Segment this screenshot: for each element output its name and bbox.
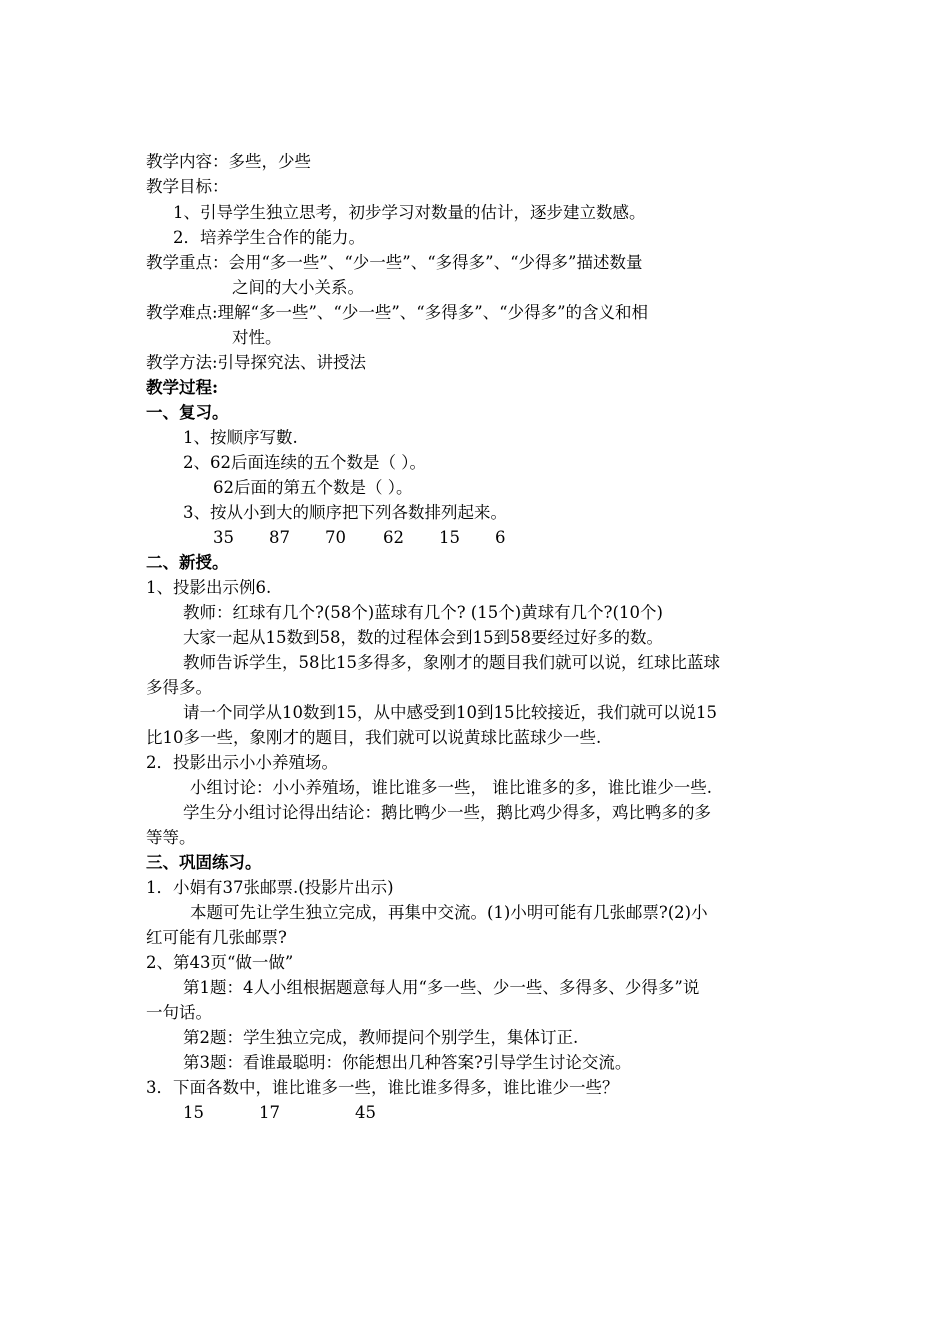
review-number: 87 <box>269 528 290 547</box>
teaching-content: 教学内容：多些，少些 <box>146 152 311 171</box>
teaching-process-heading: 教学过程: <box>146 378 219 397</box>
review-number: 35 <box>213 528 234 547</box>
practice-number: 45 <box>355 1103 376 1122</box>
exercise-2: 第2题：学生独立完成，教师提问个别学生，集体订正. <box>183 1028 579 1047</box>
review-number: 15 <box>439 528 460 547</box>
group-conclusion-cont: 等等。 <box>146 828 196 847</box>
new-lesson-item-2: 2．投影出示小小养殖场。 <box>146 753 338 772</box>
exercise-3: 第3题：看谁最聪明：你能想出几种答案?引导学生讨论交流。 <box>183 1053 632 1072</box>
practice-item-2: 2、第43页“做一做” <box>146 953 294 972</box>
objective-2: 2．培养学生合作的能力。 <box>173 228 365 247</box>
objective-1: 1、引导学生独立思考，初步学习对数量的估计，逐步建立数感。 <box>173 203 646 222</box>
exercise-1-cont: 一句话。 <box>146 1003 212 1022</box>
review-item-1: 1、按顺序写數. <box>183 428 298 447</box>
group-conclusion: 学生分小组讨论得出结论：鹅比鸭少一些，鹅比鸡少得多，鸡比鸭多的多 <box>183 803 711 822</box>
teaching-key-point: 教学重点：会用“多一些”、“少一些”、“多得多”、“少得多”描述数量 <box>146 253 643 272</box>
student-counting: 请一个同学从10数到15，从中感受到10到15比较接近，我们就可以说15 <box>183 703 717 722</box>
practice-numbers <box>183 1103 376 1123</box>
counting-activity: 大家一起从15数到58，数的过程体会到15到58要经过好多的数。 <box>183 628 663 647</box>
review-numbers <box>213 528 506 548</box>
section-new-lesson-heading: 二、新授。 <box>146 553 229 572</box>
review-number: 6 <box>495 528 506 547</box>
review-number: 70 <box>325 528 346 547</box>
practice-number: 15 <box>183 1103 204 1122</box>
practice-number: 17 <box>259 1103 280 1122</box>
teacher-question: 教师：红球有几个?(58个)蓝球有几个? (15个)黄球有几个?(10个) <box>183 603 663 622</box>
review-number: 62 <box>383 528 404 547</box>
teaching-difficulty: 教学难点:理解“多一些”、“少一些”、“多得多”、“少得多”的含义和相 <box>146 303 649 322</box>
review-item-2b: 62后面的第五个数是（ ）。 <box>213 478 413 497</box>
student-counting-cont: 比10多一些，象刚才的题目，我们就可以说黄球比蓝球少一些. <box>146 728 602 747</box>
practice-item-1: 1．小娟有37张邮票.(投影片出示) <box>146 878 394 897</box>
exercise-1: 第1题：4人小组根据题意每人用“多一些、少一些、多得多、少得多”说 <box>183 978 700 997</box>
teaching-method: 教学方法:引导探究法、讲授法 <box>146 353 367 372</box>
group-discussion: 小组讨论：小小养殖场，谁比谁多一些， 谁比谁多的多，谁比谁少一些. <box>190 778 712 797</box>
practice-item-3: 3．下面各数中，谁比谁多一些，谁比谁多得多，谁比谁少一些？ <box>146 1078 619 1097</box>
teaching-difficulty-cont: 对性。 <box>232 328 282 347</box>
new-lesson-item-1: 1、投影出示例6. <box>146 578 272 597</box>
teacher-tells-cont: 多得多。 <box>146 678 212 697</box>
teacher-tells: 教师告诉学生，58比15多得多，象刚才的题目我们就可以说，红球比蓝球 <box>183 653 720 672</box>
section-review-heading: 一、复习。 <box>146 403 229 422</box>
section-practice-heading: 三、巩固练习。 <box>146 853 262 872</box>
review-item-3: 3、按从小到大的顺序把下列各数排列起来。 <box>183 503 507 522</box>
practice-item-1-desc: 本题可先让学生独立完成，再集中交流。(1)小明可能有几张邮票?(2)小 <box>190 903 708 922</box>
teaching-key-point-cont: 之间的大小关系。 <box>232 278 364 297</box>
review-item-2: 2、62后面连续的五个数是（ ）。 <box>183 453 426 472</box>
practice-item-1-desc-cont: 红可能有几张邮票? <box>146 928 287 947</box>
teaching-objectives-heading: 教学目标： <box>146 177 229 196</box>
